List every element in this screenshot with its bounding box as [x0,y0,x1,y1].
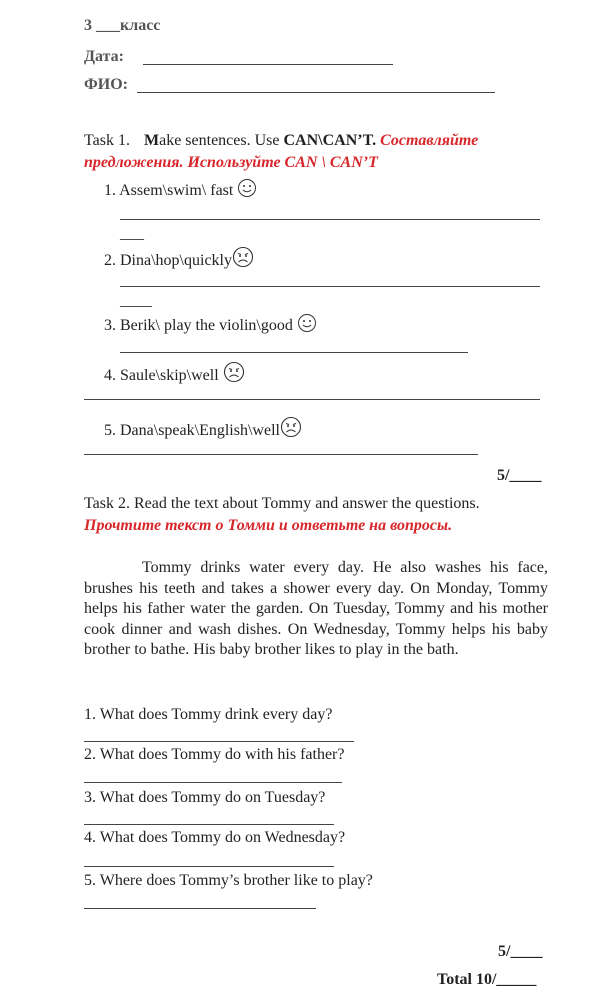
task1-answer-line-3[interactable] [120,352,468,353]
task1-answer-line-4[interactable] [84,399,540,400]
task1-instruction-ru-2: предложения. Используйте CAN \ CAN’T [84,154,378,171]
task1-answer-line-5[interactable] [84,454,478,455]
task1-answer-line-1[interactable] [120,219,540,220]
name-label: ФИО: [84,76,128,93]
task2-score: 5/____ [498,943,543,960]
task2-question-2: 2. What does Tommy do with his father? [84,746,345,763]
task1-score: 5/____ [497,467,542,484]
task1-item-2-tail: ____ [120,292,152,309]
task1-item-5 [104,416,302,440]
task2-answer-line-2[interactable] [84,782,342,783]
task1-item-1-tail: ___ [120,225,144,242]
date-line[interactable] [143,64,393,65]
task2-question-5: 5. Where does Tommy’s brother like to play? [84,872,373,889]
task1-item-2 [104,246,254,270]
task1-title-m: M [143,132,160,149]
smiling-face-icon [297,313,317,333]
sad-face-icon [280,416,302,438]
task1-item-5-text: 5. Dana\speak\English\well [104,422,280,439]
task2-question-1: 1. What does Tommy drink every day? [84,706,333,723]
task1-instruction-ru-1: Составляйте [380,132,479,149]
task1-item-3 [104,313,317,335]
task2-reading-text-body: Tommy drinks water every day. He also washes his face, brushes his teeth and takes a shower every day. On Monday, Tommy helps his father water the garden. On Tuesday, Tommy and his mother cook dinner and wash dishes. On Wednesday, Tommy helps his baby brother to bathe. His baby brother likes to play in the bath. [84,559,548,659]
task2-question-3: 3. What does Tommy do on Tuesday? [84,789,326,806]
task2-answer-line-3[interactable] [84,824,334,825]
task1-item-2-text: 2. Dina\hop\quickly [104,252,232,269]
task2-title: Task 2. Read the text about Tommy and answer the questions. [84,495,480,512]
task2-answer-line-4[interactable] [84,866,334,867]
task2-reading-text [84,558,548,661]
task1-item-4-text: 4. Saule\skip\well [104,367,219,384]
task1-number: Task 1. [84,132,130,149]
task1-title-can: CAN\CAN’T. [283,132,377,149]
task2-answer-line-1[interactable] [84,741,354,742]
task1-item-1 [104,178,257,200]
task1-item-3-text: 3. Berik\ play the violin\good [104,317,293,334]
task2-question-4: 4. What does Tommy do on Wednesday? [84,829,346,846]
smiling-face-icon [237,178,257,198]
sad-face-icon [223,361,245,383]
task1-item-4 [104,361,245,385]
total-score: Total 10/_____ [437,971,537,988]
task1-answer-line-2[interactable] [120,286,540,287]
name-line[interactable] [137,92,495,93]
task1-title-rest: ake sentences. Use [159,132,284,149]
grade-label: 3 ___класс [84,17,161,34]
task2-answer-line-5[interactable] [84,908,316,909]
sad-face-icon [232,246,254,268]
task1-item-1-text: 1. Assem\swim\ fast [104,182,234,199]
date-label: Дата: [84,48,124,65]
task2-instruction-ru: Прочтите текст о Томми и ответьте на вопросы. [84,517,453,534]
task1-title [84,132,478,150]
